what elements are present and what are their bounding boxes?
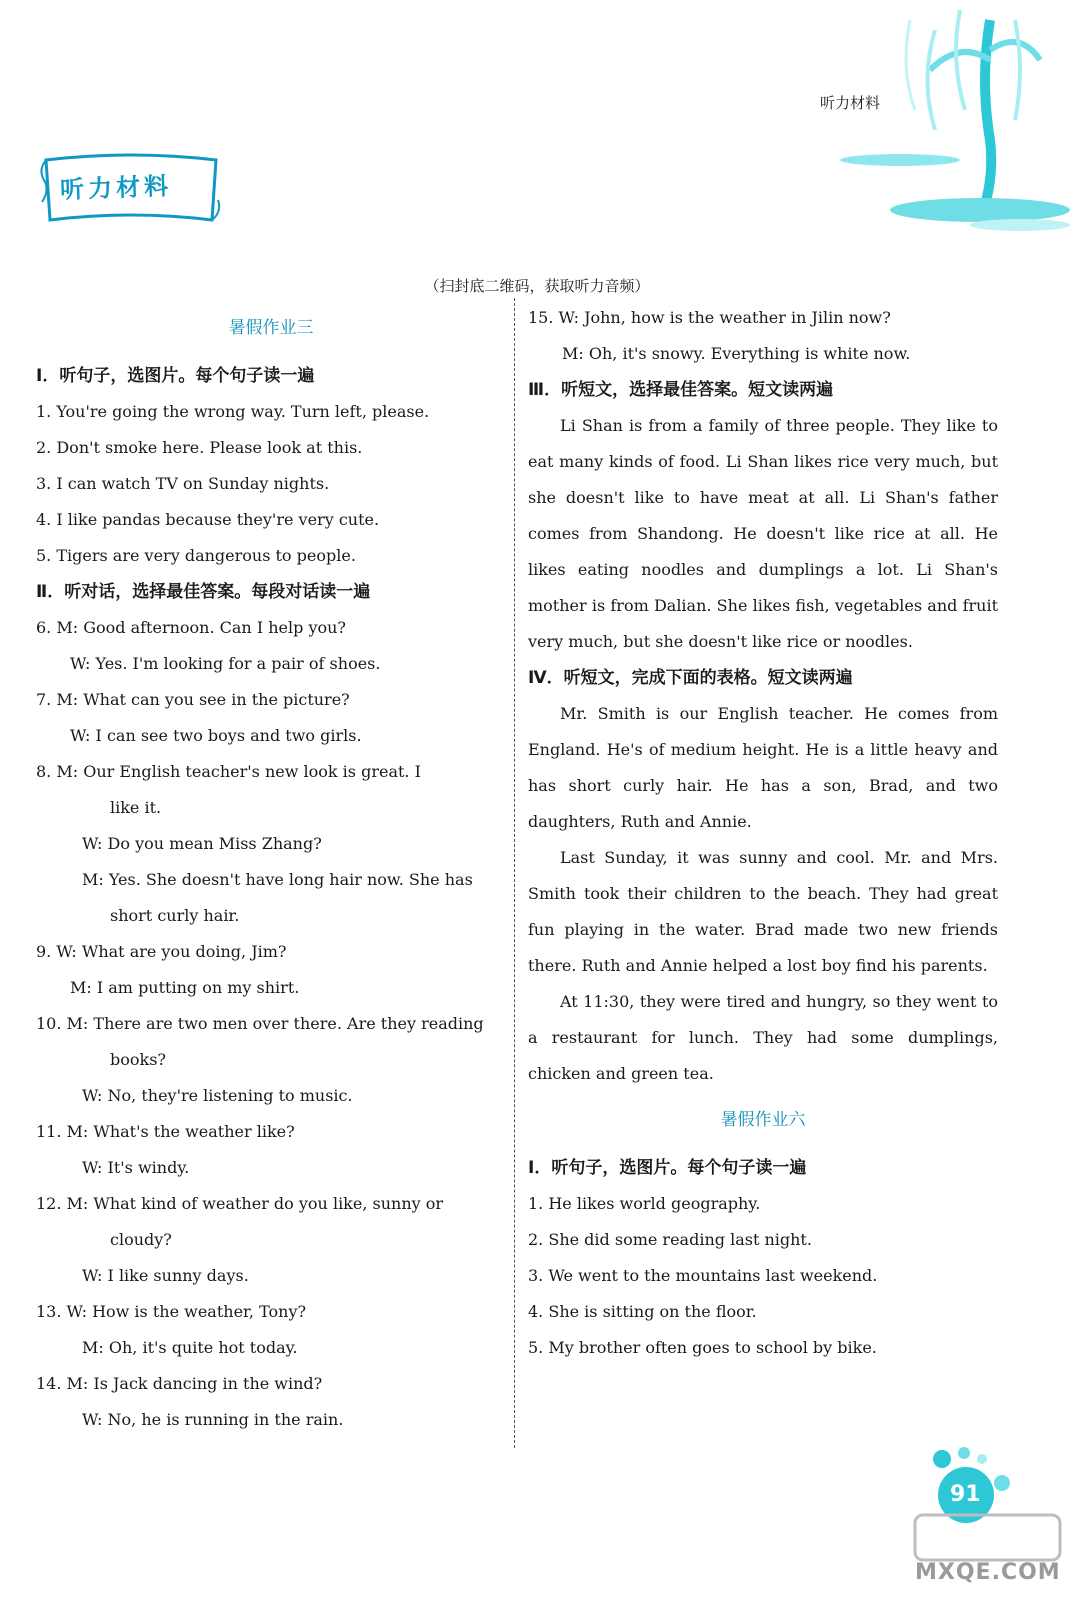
part2-title: Ⅱ．听对话，选择最佳答案。每段对话读一遍 [36,582,371,602]
dialog-line: 8. M: Our English teacher's new look is great. I [36,762,421,781]
sentence-item: 5. Tigers are very dangerous to people. [36,546,356,565]
dialog-line: W: It's windy. [82,1158,190,1177]
dialog-line: 12. M: What kind of weather do you like, sunny or [36,1194,444,1213]
dialog-line: 6. M: Good afternoon. Can I help you? [36,618,346,637]
part1-title: Ⅰ．听句子，选图片。每个句子读一遍 [528,1158,807,1178]
dialog-line: W: I can see two boys and two girls. [70,726,362,745]
dialog-line: M: I am putting on my shirt. [70,978,300,997]
passage-paragraph: Mr. Smith is our English teacher. He comes from England. He's of medium height. He is a little heavy and has short curly hair. He has a son, Brad, and two daughters, Ruth and Annie. [528,704,998,831]
passage-paragraph: Li Shan is from a family of three people. They like to eat many kinds of food. Li Shan likes rice very much, but she doesn't like to have meat at all. Li Shan's father comes from Shandong. He doesn't like rice at all. He likes eating noodles and dumplings a lot. Li Shan's mother is from Dalian. She likes fish, vegetables and fruit very much, but she doesn't like rice or noodles. [528,416,998,651]
sentence-item: 1. You're going the wrong way. Turn left, please. [36,402,430,421]
scan-instruction: （扫封底二维码，获取听力音频） [424,277,650,295]
dialog-line: M: Oh, it's snowy. Everything is white now. [562,344,911,363]
dialog-line: 11. M: What's the weather like? [36,1122,295,1141]
dialog-line: W: No, he is running in the rain. [82,1410,344,1429]
watermark-logo-icon [905,1500,1070,1600]
right-column [528,300,998,1366]
banner-title: 听力材料 [59,172,173,204]
sentence-item: 2. She did some reading last night. [528,1230,812,1249]
part1-title: Ⅰ．听句子，选图片。每个句子读一遍 [36,366,315,386]
left-column [36,300,506,1438]
header-label: 听力材料 [820,94,881,112]
sentence-item: 4. She is sitting on the floor. [528,1302,757,1321]
dialog-line: M: Yes. She doesn't have long hair now. She has [82,870,473,889]
dialog-line: 14. M: Is Jack dancing in the wind? [36,1374,323,1393]
dialog-line: books? [110,1050,166,1069]
part4-title: Ⅳ．听短文，完成下面的表格。短文读两遍 [528,668,853,688]
column-divider [514,298,515,1448]
dialog-line: M: Oh, it's quite hot today. [82,1338,298,1357]
dialog-line: 13. W: How is the weather, Tony? [36,1302,307,1321]
dialog-line: 7. M: What can you see in the picture? [36,690,350,709]
dialog-line: cloudy? [110,1230,172,1249]
sentence-item: 3. I can watch TV on Sunday nights. [36,474,330,493]
willow-tree-illustration [840,0,1074,240]
section-title-6: 暑假作业六 [720,1110,806,1130]
sentence-item: 1. He likes world geography. [528,1194,761,1213]
section-title-3: 暑假作业三 [228,318,314,338]
dialog-line: like it. [110,798,162,817]
sentence-item: 5. My brother often goes to school by bike. [528,1338,877,1357]
sentence-item: 4. I like pandas because they're very cute. [36,510,380,529]
dialog-line: W: Do you mean Miss Zhang? [82,834,322,853]
dialog-line: W: No, they're listening to music. [82,1086,353,1105]
passage-paragraph: Last Sunday, it was sunny and cool. Mr. and Mrs. Smith took their children to the beach. They had great fun playing in the water. Brad made two new friends there. Ruth and Annie helped a lost boy find his parents. [528,848,998,975]
watermark-text: MXQE.COM [915,1560,1061,1585]
dialog-line: W: I like sunny days. [82,1266,249,1285]
part3-title: Ⅲ．听短文，选择最佳答案。短文读两遍 [528,380,834,400]
dialog-line: short curly hair. [110,906,240,925]
sentence-item: 3. We went to the mountains last weekend. [528,1266,878,1285]
dialog-line: 10. M: There are two men over there. Are they reading [36,1014,484,1033]
dialog-line: W: Yes. I'm looking for a pair of shoes. [70,654,381,673]
page-number: 91 [950,1482,981,1507]
sentence-item: 2. Don't smoke here. Please look at this. [36,438,363,457]
dialog-line: 15. W: John, how is the weather in Jilin now? [528,308,891,327]
passage-paragraph: At 11:30, they were tired and hungry, so they went to a restaurant for lunch. They had some dumplings, chicken and green tea. [528,992,998,1083]
dialog-line: 9. W: What are you doing, Jim? [36,942,287,961]
